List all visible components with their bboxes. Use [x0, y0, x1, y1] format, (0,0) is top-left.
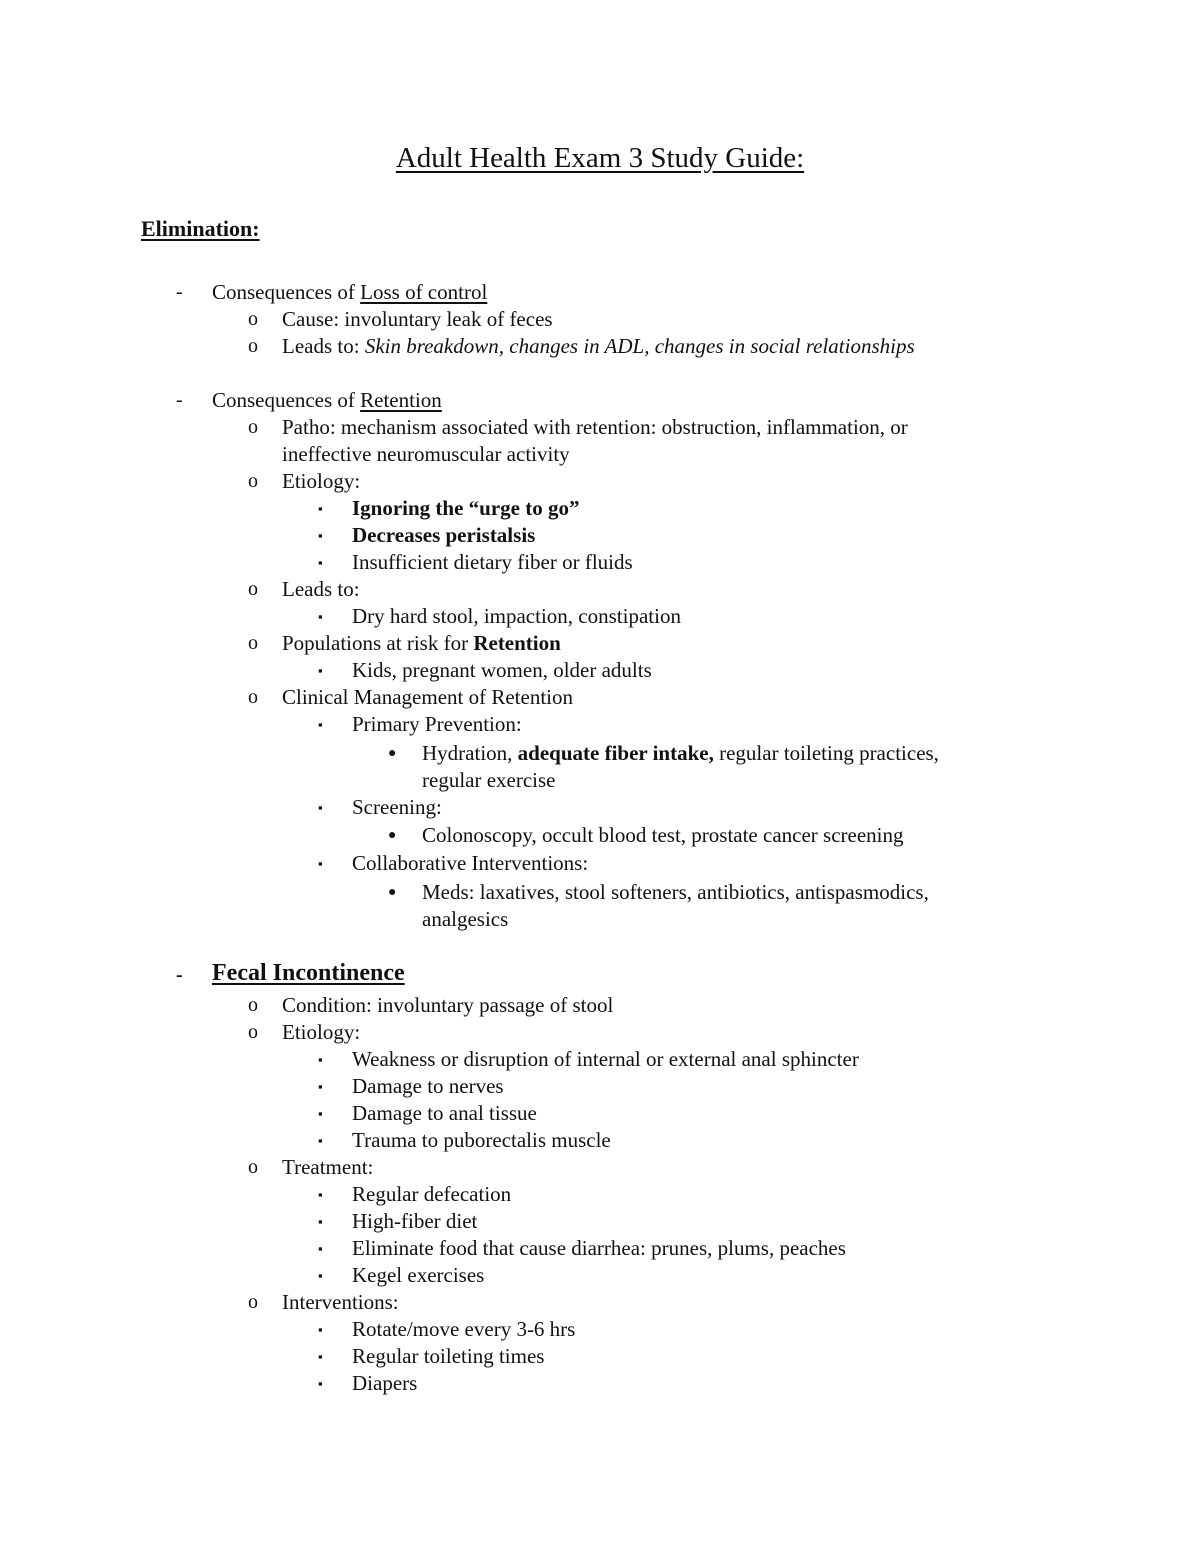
circle-marker: o: [248, 1021, 258, 1043]
fecal-etiology-item: Weakness or disruption of internal or external anal sphincter: [352, 1047, 859, 1071]
square-marker: ▪: [318, 501, 323, 516]
loss-of-control-leads: Leads to: Skin breakdown, changes in ADL, changes in social relationships: [282, 334, 915, 358]
retention-collab-item: Meds: laxatives, stool softeners, antibiotics, antispasmodics,: [422, 880, 929, 904]
retention-etiology-item: Decreases peristalsis: [352, 523, 536, 547]
square-marker: ▪: [318, 528, 323, 543]
retention-leads-item: Dry hard stool, impaction, constipation: [352, 604, 681, 628]
fecal-etiology: Etiology:: [282, 1020, 361, 1044]
bullet-marker: ●: [388, 746, 397, 761]
square-marker: ▪: [318, 663, 323, 678]
circle-marker: o: [248, 470, 258, 492]
fecal-treatment-item: Regular defecation: [352, 1182, 512, 1206]
square-marker: ▪: [318, 609, 323, 624]
dash-marker: -: [176, 964, 183, 986]
retention-patho: Patho: mechanism associated with retention: obstruction, inflammation, or: [282, 415, 908, 439]
retention-leads: Leads to:: [282, 577, 360, 601]
retention-collab-item-cont: analgesics: [422, 907, 509, 931]
circle-marker: o: [248, 632, 258, 654]
fecal-interventions: Interventions:: [282, 1290, 399, 1314]
square-marker: ▪: [318, 1133, 323, 1148]
square-marker: ▪: [318, 1052, 323, 1067]
circle-marker: o: [248, 416, 258, 438]
square-marker: ▪: [318, 1268, 323, 1283]
square-marker: ▪: [318, 1079, 323, 1094]
circle-marker: o: [248, 1156, 258, 1178]
fecal-treatment: Treatment:: [282, 1155, 374, 1179]
square-marker: ▪: [318, 1241, 323, 1256]
circle-marker: o: [248, 1291, 258, 1313]
fecal-intervention-item: Diapers: [352, 1371, 418, 1395]
bullet-marker: ●: [388, 885, 397, 900]
retention-screening-item: Colonoscopy, occult blood test, prostate cancer screening: [422, 823, 904, 847]
bullet-marker: ●: [388, 828, 397, 843]
fecal-treatment-item: Kegel exercises: [352, 1263, 485, 1287]
square-marker: ▪: [318, 1349, 323, 1364]
dash-marker: -: [176, 389, 183, 411]
square-marker: ▪: [318, 717, 323, 732]
fecal-intervention-item: Regular toileting times: [352, 1344, 545, 1368]
retention-screening: Screening:: [352, 795, 442, 819]
fecal-incontinence-heading: Fecal Incontinence: [212, 960, 405, 986]
retention-primary: Primary Prevention:: [352, 712, 522, 736]
circle-marker: o: [248, 578, 258, 600]
square-marker: ▪: [318, 1376, 323, 1391]
fecal-etiology-item: Trauma to puborectalis muscle: [352, 1128, 611, 1152]
circle-marker: o: [248, 994, 258, 1016]
retention-primary-item-cont: regular exercise: [422, 768, 556, 792]
retention-heading: Consequences of Retention: [212, 388, 442, 412]
square-marker: ▪: [318, 1187, 323, 1202]
retention-etiology-item: Insufficient dietary fiber or fluids: [352, 550, 633, 574]
section-heading-elimination: Elimination:: [141, 216, 260, 241]
square-marker: ▪: [318, 1214, 323, 1229]
square-marker: ▪: [318, 1106, 323, 1121]
retention-patho-cont: ineffective neuromuscular activity: [282, 442, 570, 466]
fecal-condition: Condition: involuntary passage of stool: [282, 993, 614, 1017]
dash-marker: -: [176, 281, 183, 303]
loss-of-control-cause: Cause: involuntary leak of feces: [282, 307, 553, 331]
fecal-treatment-item: High-fiber diet: [352, 1209, 478, 1233]
retention-collab: Collaborative Interventions:: [352, 851, 589, 875]
retention-populations: Populations at risk for Retention: [282, 631, 561, 655]
square-marker: ▪: [318, 856, 323, 871]
fecal-etiology-item: Damage to anal tissue: [352, 1101, 537, 1125]
square-marker: ▪: [318, 800, 323, 815]
retention-etiology: Etiology:: [282, 469, 361, 493]
fecal-etiology-item: Damage to nerves: [352, 1074, 504, 1098]
circle-marker: o: [248, 308, 258, 330]
retention-populations-item: Kids, pregnant women, older adults: [352, 658, 652, 682]
square-marker: ▪: [318, 1322, 323, 1337]
circle-marker: o: [248, 335, 258, 357]
fecal-treatment-item: Eliminate food that cause diarrhea: prunes, plums, peaches: [352, 1236, 846, 1260]
retention-clinical: Clinical Management of Retention: [282, 685, 574, 709]
retention-etiology-item: Ignoring the “urge to go”: [352, 496, 580, 520]
retention-primary-item: Hydration, adequate fiber intake, regular toileting practices,: [422, 741, 939, 765]
circle-marker: o: [248, 686, 258, 708]
square-marker: ▪: [318, 555, 323, 570]
fecal-intervention-item: Rotate/move every 3-6 hrs: [352, 1317, 576, 1341]
loss-of-control-heading: Consequences of Loss of control: [212, 280, 488, 304]
document-title: Adult Health Exam 3 Study Guide:: [395, 142, 805, 174]
